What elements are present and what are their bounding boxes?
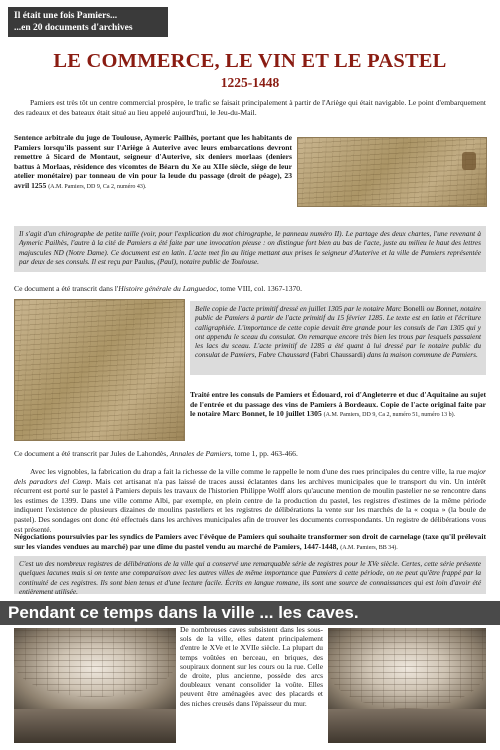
intro-paragraph: Pamiers est très tôt un centre commercial prospère, le trafic se faisait principalement à partir de l'Ariège qui était navigable. Le point d'embarquement des radeaux et des bateaux était situé au lieu appelé aujourd'hui, le Jeu-du-Mail. [14, 98, 486, 117]
series-label [8, 7, 168, 37]
page-dates: 1225-1448 [220, 75, 280, 90]
doc1-caption: Sentence arbitrale du juge de Toulouse, Aymeric Pailhès, portant que les habitants de Pamiers lorsqu'ils passent sur l'Ariège à Auterive avec leurs embarcations devront remettre à Sicard de Montaut, seigneur d'Auterive, six deniers morlaas (deniers battus à Morlaas, résidence des vicomtes de Béarn du Xe au XIIe siècle, siège de leur atelier monétaire) par tonneau de vin pour la leude du passage (droit de péage), 23 avril 1255 (A.M. Pamiers, DD 9, Ca 2, numéro 43). [14, 133, 292, 190]
caves-section-title: Pendant ce temps dans la ville ... les caves. [0, 601, 500, 625]
doc1-note: Il s'agit d'un chirographe de petite taille (voir, pour l'explication du mot chirographe, le panneau numéro II). Le partage des deux chartes, l'une revenant à Aymeric Pailhès, l'autre à la cité de Pamiers a été faite par une invocation pieuse : on distingue fort bien au bas de l'acte, juste au milieu le haut des lettres majuscules ND (Notre Dame). Ce document est en latin. L'acte met fin au litige mettant aux prises le seigneur d'Auterive et la ville de Pamiers représentée par deux de ses consuls. Il est reçu par Paulus, (Paul), notaire public de Toulouse. [14, 226, 486, 272]
cave-photo-right [328, 628, 486, 743]
series-line-2: ...en 20 documents d'archives [14, 23, 133, 33]
page-title: LE COMMERCE, LE VIN ET LE PASTEL [53, 50, 447, 72]
doc2-caption: Traité entre les consuls de Pamiers et Édouard, roi d'Angleterre et duc d'Aquitaine au sujet de l'entrée et du passage des vins de Pamiers à Bordeaux. Copie de l'acte original faite par le notaire Marc Bonnet, le 10 juillet 1305 (A.M. Pamiers, DD 9, Ca 2, numéro 51, numéro 13 b). [190, 390, 486, 419]
doc3-note: C'est un des nombreux registres de délibérations de la ville qui a conservé une remarquable série de registres pour le XVe siècle. Certes, cette série présente quelques lacunes mais si on tente une comparaison avec les autres villes de même importance que Pamiers à cette période, on ne peut qu'être frappé par la continuité de ces registres. Ils sont bien tenus et d'une lecture facile. Écrits en langue romane, ils sont une source de connaissances qui est loin d'avoir été entièrement utilisée. [14, 556, 486, 594]
caves-description: De nombreuses caves subsistent dans les sous-sols de la ville, elles datent principalement d'entre le XVe et le XVIIe siècle. La plupart du temps voûtées en berceau, en briques, des soupiraux donnent sur les cours ou la rue. Celle de droite, plus ancienne, possède des arcs doubleaux venant consolider la voûte. Elles peuvent être aménagées avec des placards et des niches creusés dans l'épaisseur du mur. [180, 625, 323, 708]
wine-cloth-pastel-paragraph: Avec les vignobles, la fabrication du drap a fait la richesse de la ville comme le rappelle le nom d'une des rues principales du centre ville, la rue major dels paradors del Camp. Mais cet artisanat n'a pas laissé de traces aussi éclatantes dans les archives municipales que le transport du vin. Un intérêt récurrent est porté sur le pastel à Pamiers depuis les travaux de l'historien Philippe Wolff alors qu'aucune mention de moulin pastelier ne se rencontre dans les estimes de 1399. Dans une ville comme Albi, par exemple, en plein centre de la production du pastel, les registres d'estimes de la même période indiquent l'existence de plusieurs dizaines de moulins pasteliers et les registres de délibérations la vente sur les marchés de la « coqua » (la boule de pastel). Des sondages ont donc été effectués dans les archives municipales afin de trouver les documents correspondants. Un registre de délibérations vous est présenté. [14, 467, 486, 534]
seal-icon [462, 152, 476, 170]
doc1-parchment-image [297, 137, 487, 207]
series-line-1: Il était une fois Pamiers... [14, 11, 118, 21]
cave-photo-left [14, 628, 176, 743]
doc2-note: Belle copie de l'acte primitif dressé en juillet 1305 par le notaire Marc Bonelli ou Bonnet, notaire public de Pamiers à partir de l'acte primitif du 15 février 1285. Le texte est en latin et l'écriture calligraphiée. L'importance de cette copie devait être grande pour les consuls de l'an 1305 qui y ont appendu le sceau du consulat. On remarque encore très bien les trous par lesquels passaient les lacs du sceau. L'acte primitif de 1285 a été quant à lui dressé par le notaire public du consulat de Pamiers, Fabre Chaussard (Fabri Chaussardi) dans la maison commune de Pamiers. [190, 301, 486, 375]
doc1-transcript: Ce document a été transcrit dans l'Histoire générale du Languedoc, tome VIII, col. 1367-1370. [14, 284, 302, 293]
doc3-caption: Négociations poursuivies par les syndics de Pamiers avec l'évêque de Pamiers qui souhaite transformer son droit de carnelage (taxe qu'il prélevait sur les viandes vendues au marché) par une dîme du pastel vendu au marché de Pamiers, 1447-1448, (A.M. Pamiers, BB 34). [14, 532, 486, 551]
doc2-transcript: Ce document a été transcrit par Jules de Lahondès, Annales de Pamiers, tome 1, pp. 463-466. [14, 449, 298, 458]
doc2-parchment-image [14, 299, 185, 441]
